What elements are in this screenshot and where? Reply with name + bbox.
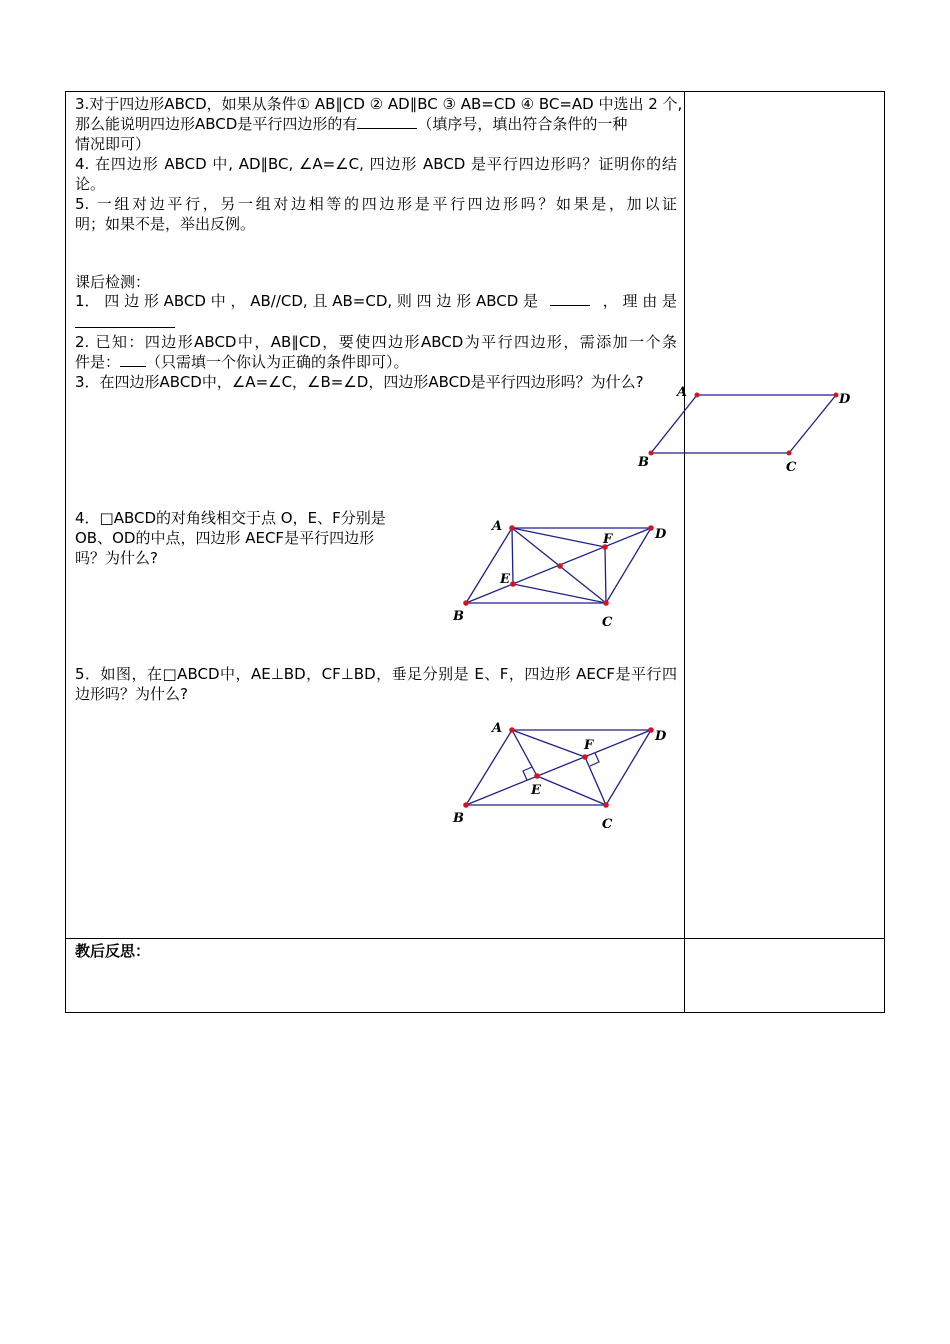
fig3-point-a (509, 727, 515, 733)
problem-3-line-3: 情况即可） (75, 135, 151, 153)
fig2-label-c: C (602, 615, 613, 630)
question-1-text-b: ， 理 由 是 (602, 292, 677, 310)
fig3-label-b: B (453, 811, 464, 826)
fig3-label-e: E (531, 783, 541, 798)
question-2-line-1: 2. 已知：四边形ABCD中，AB∥CD，要使四边形ABCD为平行四边形，需添加一个条 (75, 333, 677, 351)
fig3-perpendicular-ae (512, 730, 537, 776)
fig3-point-c (603, 802, 609, 808)
fig3-point-d (648, 727, 654, 733)
problem-5-line-2: 明；如果不是，举出反例。 (75, 215, 256, 233)
fig2-label-e: E (500, 572, 510, 587)
problem-4-line-2: 论。 (75, 175, 106, 193)
problem-3-line-2-text-b: （填序号，填出符合条件的一种 (417, 115, 628, 133)
question-2-text-a: 件是： (75, 353, 121, 371)
fig3-point-b (463, 802, 469, 808)
problem-4-line-1: 4. 在四边形 ABCD 中, AD∥BC, ∠A=∠C, 四边形 ABCD 是平行四边形吗？证明你的结 (75, 155, 677, 173)
problem-3-line-1: 3.对于四边形ABCD，如果从条件① AB∥CD ② AD∥BC ③ AB=CD ④ BC=AD 中选出 2 个, (75, 95, 683, 113)
fig3-point-e (534, 773, 540, 779)
fig3-point-f (582, 754, 588, 760)
fig3-label-d: D (655, 729, 667, 744)
problem-5-line-1: 5. 一组对边平行，另一组对边相等的四边形是平行四边形吗？如果是，加以证 (75, 195, 677, 213)
question-1-text-a: 1． 四 边 形 ABCD 中 ， AB//CD, 且 AB=CD, 则 四 边 形 ABCD 是 (75, 292, 539, 310)
fig3-line-af (512, 730, 585, 757)
fig1-label-b: B (638, 455, 649, 470)
fig1-label-a: A (677, 385, 688, 400)
fig3-right-angle-f (590, 753, 599, 766)
fig3-diagonal-bd (466, 730, 651, 805)
fig2-label-a: A (492, 519, 503, 534)
fig3-label-c: C (602, 817, 613, 832)
question-3-line: 3．在四边形ABCD中，∠A=∠C，∠B=∠D，四边形ABCD是平行四边形吗？为什么? (75, 373, 644, 391)
fig3-label-a: A (492, 721, 503, 736)
question-4-line-3: 吗？为什么? (75, 549, 158, 567)
fig3-right-angle-e (523, 767, 532, 780)
fig2-label-b: B (453, 609, 464, 624)
fig2-label-d: D (655, 527, 667, 542)
fig2-label-f: F (603, 532, 613, 547)
question-5-line-1: 5．如图，在□ABCD中，AE⊥BD，CF⊥BD，垂足分别是 E、F，四边形 AECF是平行四 (75, 665, 677, 683)
question-5-line-2: 边形吗？为什么? (75, 685, 188, 703)
fig1-label-c: C (786, 460, 797, 475)
reflection-heading: 教后反思： (75, 942, 151, 960)
question-4-line-2: OB、OD的中点，四边形 AECF是平行四边形 (75, 529, 375, 547)
after-class-heading: 课后检测： (75, 273, 151, 291)
problem-3-line-2-text-a: 那么能说明四边形ABCD是平行四边形的有 (75, 115, 358, 133)
question-4-line-1: 4．□ABCD的对角线相交于点 O，E、F分别是 (75, 509, 386, 527)
fig3-label-f: F (584, 738, 594, 753)
fig1-label-d: D (839, 392, 851, 407)
question-2-text-b: （只需填一个你认为正确的条件即可）。 (146, 353, 409, 371)
